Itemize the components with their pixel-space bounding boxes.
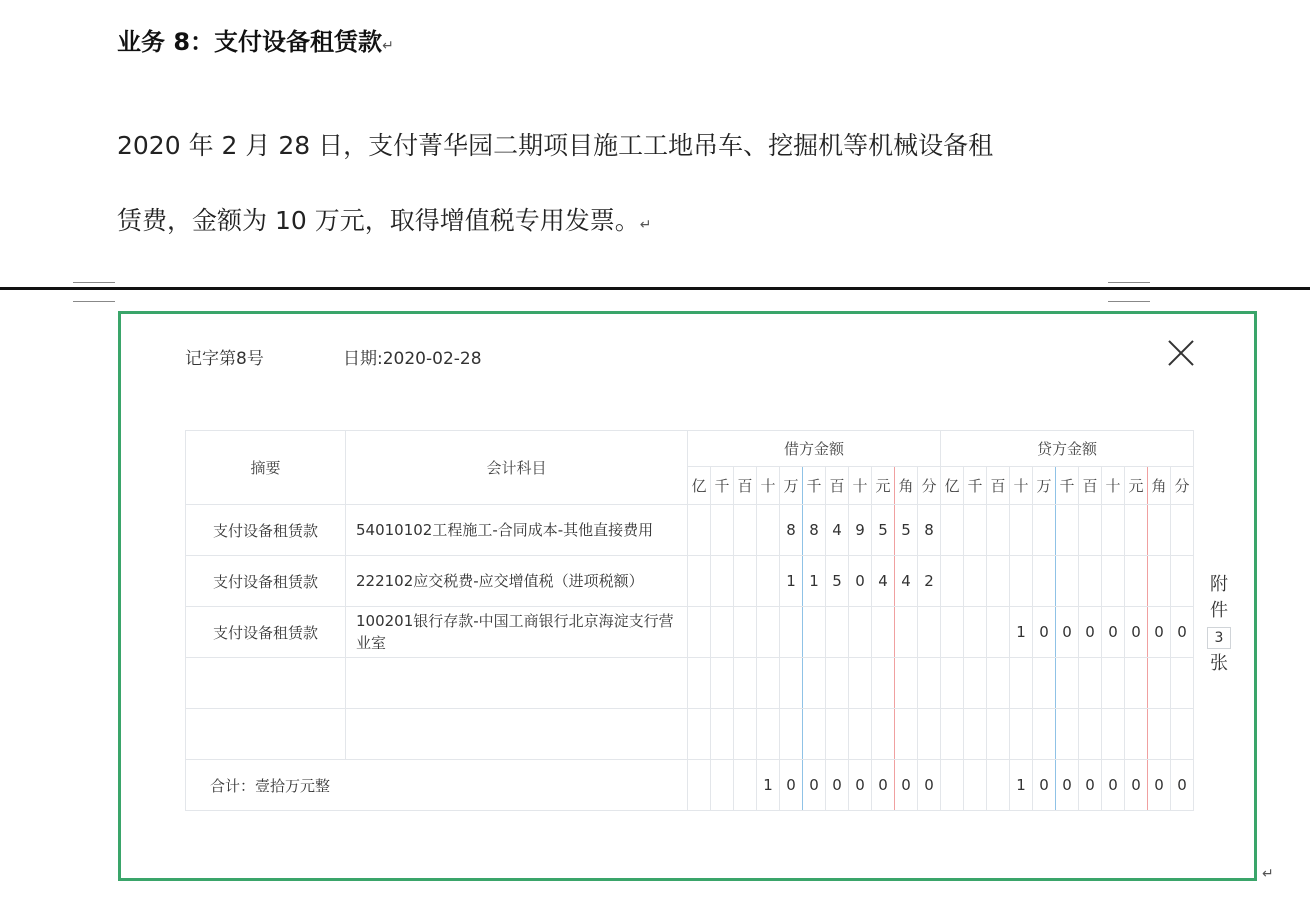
debit-digit-cell: 8 [918, 505, 941, 556]
credit-unit-header: 百 [1079, 467, 1102, 505]
debit-digit-cell [826, 607, 849, 658]
credit-unit-header: 亿 [941, 467, 964, 505]
credit-digit-cell [1056, 709, 1079, 760]
credit-digit-cell [1010, 505, 1033, 556]
attachment-suffix: 张 [1210, 653, 1228, 674]
credit-digit-cell [964, 658, 987, 709]
debit-digit-cell [780, 658, 803, 709]
debit-digit-cell [734, 760, 757, 811]
paragraph-mark: ↵ [1262, 866, 1274, 882]
debit-digit-cell: 0 [872, 760, 895, 811]
total-label: 合计：壹拾万元整 [186, 760, 688, 811]
credit-digit-cell [964, 556, 987, 607]
voucher-entry-row[interactable] [186, 607, 1194, 658]
voucher-entry-row[interactable] [186, 556, 1194, 607]
credit-digit-cell [987, 709, 1010, 760]
credit-digit-cell: 0 [1125, 607, 1148, 658]
debit-digit-cell [711, 607, 734, 658]
debit-unit-header: 亿 [688, 467, 711, 505]
paragraph-line-2: 赁费，金额为 10 万元，取得增值税专用发票。↵ [117, 206, 652, 235]
debit-unit-header: 百 [734, 467, 757, 505]
credit-digit-cell [1033, 505, 1056, 556]
debit-digit-cell [918, 658, 941, 709]
close-icon[interactable] [1166, 338, 1196, 368]
credit-digit-cell [1102, 556, 1125, 607]
voucher-table [185, 430, 1194, 811]
entry-summary[interactable]: 支付设备租赁款 [186, 607, 346, 658]
debit-digit-cell [757, 709, 780, 760]
credit-unit-header: 角 [1148, 467, 1171, 505]
debit-digit-cell [803, 607, 826, 658]
credit-digit-cell: 0 [1125, 760, 1148, 811]
entry-summary[interactable]: 支付设备租赁款 [186, 505, 346, 556]
debit-digit-cell: 4 [826, 505, 849, 556]
debit-digit-cell [688, 658, 711, 709]
credit-digit-cell: 1 [1010, 760, 1033, 811]
debit-digit-cell [872, 607, 895, 658]
attachment-info [1206, 572, 1232, 677]
debit-unit-header: 分 [918, 467, 941, 505]
debit-digit-cell [711, 760, 734, 811]
debit-digit-cell [711, 505, 734, 556]
debit-digit-cell [688, 505, 711, 556]
entry-summary[interactable] [186, 658, 346, 709]
entry-account[interactable]: 100201银行存款-中国工商银行北京海淀支行营业室 [346, 607, 688, 658]
credit-digit-cell [1010, 658, 1033, 709]
credit-unit-header: 万 [1033, 467, 1056, 505]
credit-digit-cell [1125, 556, 1148, 607]
voucher-dialog [118, 311, 1257, 881]
debit-digit-cell [757, 658, 780, 709]
entry-summary[interactable]: 支付设备租赁款 [186, 556, 346, 607]
debit-digit-cell [849, 709, 872, 760]
credit-digit-cell [1125, 505, 1148, 556]
debit-digit-cell: 4 [872, 556, 895, 607]
credit-digit-cell [1010, 709, 1033, 760]
credit-digit-cell [1171, 709, 1194, 760]
credit-digit-cell: 0 [1079, 760, 1102, 811]
debit-digit-cell [849, 658, 872, 709]
credit-digit-cell: 0 [1056, 760, 1079, 811]
entry-summary[interactable] [186, 709, 346, 760]
debit-digit-cell: 0 [803, 760, 826, 811]
credit-digit-cell [1171, 556, 1194, 607]
credit-digit-cell [941, 505, 964, 556]
entry-account[interactable] [346, 658, 688, 709]
debit-digit-cell: 5 [895, 505, 918, 556]
credit-digit-cell [1056, 658, 1079, 709]
credit-digit-cell [964, 505, 987, 556]
debit-unit-header: 百 [826, 467, 849, 505]
credit-digit-cell [1033, 658, 1056, 709]
debit-unit-header: 千 [711, 467, 734, 505]
debit-digit-cell: 0 [826, 760, 849, 811]
credit-digit-cell: 0 [1148, 607, 1171, 658]
debit-digit-cell [734, 607, 757, 658]
debit-digit-cell: 9 [849, 505, 872, 556]
credit-digit-cell: 1 [1010, 607, 1033, 658]
debit-unit-header: 元 [872, 467, 895, 505]
credit-digit-cell: 0 [1079, 607, 1102, 658]
entry-account[interactable]: 54010102工程施工-合同成本-其他直接费用 [346, 505, 688, 556]
credit-unit-header: 十 [1010, 467, 1033, 505]
credit-digit-cell [987, 658, 1010, 709]
section-heading: 业务 8：支付设备租赁款↵ [117, 28, 394, 56]
credit-digit-cell [1079, 709, 1102, 760]
credit-digit-cell [964, 607, 987, 658]
attachment-count[interactable]: 3 [1207, 627, 1231, 649]
credit-digit-cell [1079, 556, 1102, 607]
debit-digit-cell: 8 [803, 505, 826, 556]
header-account: 会计科目 [346, 431, 688, 505]
debit-digit-cell [803, 658, 826, 709]
credit-digit-cell: 0 [1033, 760, 1056, 811]
credit-digit-cell [964, 709, 987, 760]
debit-digit-cell: 0 [849, 556, 872, 607]
credit-digit-cell [1125, 658, 1148, 709]
debit-unit-header: 十 [757, 467, 780, 505]
debit-digit-cell [872, 709, 895, 760]
debit-digit-cell [734, 709, 757, 760]
debit-digit-cell [688, 760, 711, 811]
credit-digit-cell [1125, 709, 1148, 760]
voucher-number: 记字第8号 [185, 349, 264, 369]
credit-digit-cell [1033, 556, 1056, 607]
credit-digit-cell: 0 [1102, 760, 1125, 811]
voucher-entry-row[interactable] [186, 709, 1194, 760]
credit-unit-header: 元 [1125, 467, 1148, 505]
debit-unit-header: 角 [895, 467, 918, 505]
debit-digit-cell: 0 [918, 760, 941, 811]
credit-digit-cell: 0 [1033, 607, 1056, 658]
voucher-entry-row[interactable] [186, 658, 1194, 709]
debit-digit-cell: 5 [872, 505, 895, 556]
debit-unit-header: 十 [849, 467, 872, 505]
debit-digit-cell [757, 556, 780, 607]
credit-digit-cell [1148, 658, 1171, 709]
credit-digit-cell [987, 760, 1010, 811]
credit-unit-header: 千 [964, 467, 987, 505]
credit-digit-cell [941, 556, 964, 607]
voucher-entry-row[interactable] [186, 505, 1194, 556]
debit-digit-cell [803, 709, 826, 760]
credit-unit-header: 十 [1102, 467, 1125, 505]
debit-digit-cell: 1 [780, 556, 803, 607]
credit-digit-cell [987, 556, 1010, 607]
voucher-date: 日期:2020-02-28 [343, 349, 482, 369]
credit-digit-cell: 0 [1056, 607, 1079, 658]
header-summary: 摘要 [186, 431, 346, 505]
debit-digit-cell [688, 607, 711, 658]
debit-digit-cell [918, 709, 941, 760]
debit-digit-cell [826, 709, 849, 760]
credit-unit-header: 百 [987, 467, 1010, 505]
credit-unit-header: 千 [1056, 467, 1079, 505]
credit-digit-cell [964, 760, 987, 811]
debit-digit-cell: 2 [918, 556, 941, 607]
paragraph-line-1: 2020 年 2 月 28 日，支付菁华园二期项目施工工地吊车、挖掘机等机械设备租 [117, 131, 994, 160]
credit-digit-cell [941, 760, 964, 811]
credit-unit-header: 分 [1171, 467, 1194, 505]
credit-digit-cell [987, 505, 1010, 556]
credit-digit-cell [941, 658, 964, 709]
credit-digit-cell [1056, 505, 1079, 556]
debit-digit-cell [826, 658, 849, 709]
debit-digit-cell [872, 658, 895, 709]
debit-digit-cell: 4 [895, 556, 918, 607]
credit-digit-cell [1056, 556, 1079, 607]
debit-digit-cell [711, 556, 734, 607]
debit-digit-cell [734, 505, 757, 556]
credit-digit-cell [1079, 505, 1102, 556]
debit-digit-cell: 1 [803, 556, 826, 607]
debit-digit-cell [734, 556, 757, 607]
debit-unit-header: 千 [803, 467, 826, 505]
credit-digit-cell [1079, 658, 1102, 709]
credit-digit-cell [1033, 709, 1056, 760]
credit-digit-cell [1148, 505, 1171, 556]
debit-digit-cell [918, 607, 941, 658]
credit-digit-cell [941, 709, 964, 760]
debit-digit-cell: 0 [780, 760, 803, 811]
credit-digit-cell [1010, 556, 1033, 607]
credit-digit-cell [1102, 505, 1125, 556]
debit-digit-cell [757, 505, 780, 556]
header-debit: 借方金额 [688, 431, 941, 467]
debit-digit-cell [688, 709, 711, 760]
credit-digit-cell: 0 [1171, 607, 1194, 658]
debit-digit-cell [711, 658, 734, 709]
credit-digit-cell [1171, 505, 1194, 556]
debit-digit-cell [849, 607, 872, 658]
crop-mark-left [73, 282, 115, 302]
attachment-prefix: 附件 [1210, 574, 1228, 621]
credit-digit-cell [1102, 658, 1125, 709]
credit-digit-cell [1148, 556, 1171, 607]
total-row [186, 760, 1194, 811]
entry-account[interactable]: 222102应交税费-应交增值税（进项税额） [346, 556, 688, 607]
credit-digit-cell [987, 607, 1010, 658]
debit-digit-cell [688, 556, 711, 607]
credit-digit-cell [1102, 709, 1125, 760]
debit-digit-cell [780, 709, 803, 760]
debit-digit-cell: 0 [849, 760, 872, 811]
debit-digit-cell [734, 658, 757, 709]
debit-digit-cell [780, 607, 803, 658]
debit-digit-cell [711, 709, 734, 760]
entry-account[interactable] [346, 709, 688, 760]
horizontal-rule [0, 287, 1310, 290]
crop-mark-right [1108, 282, 1150, 302]
debit-unit-header: 万 [780, 467, 803, 505]
debit-digit-cell [895, 607, 918, 658]
credit-digit-cell: 0 [1102, 607, 1125, 658]
debit-digit-cell: 8 [780, 505, 803, 556]
credit-digit-cell [1171, 658, 1194, 709]
debit-digit-cell [895, 658, 918, 709]
debit-digit-cell [757, 607, 780, 658]
credit-digit-cell: 0 [1171, 760, 1194, 811]
debit-digit-cell: 0 [895, 760, 918, 811]
credit-digit-cell [941, 607, 964, 658]
debit-digit-cell: 5 [826, 556, 849, 607]
debit-digit-cell: 1 [757, 760, 780, 811]
header-credit: 贷方金额 [941, 431, 1194, 467]
credit-digit-cell: 0 [1148, 760, 1171, 811]
credit-digit-cell [1148, 709, 1171, 760]
debit-digit-cell [895, 709, 918, 760]
